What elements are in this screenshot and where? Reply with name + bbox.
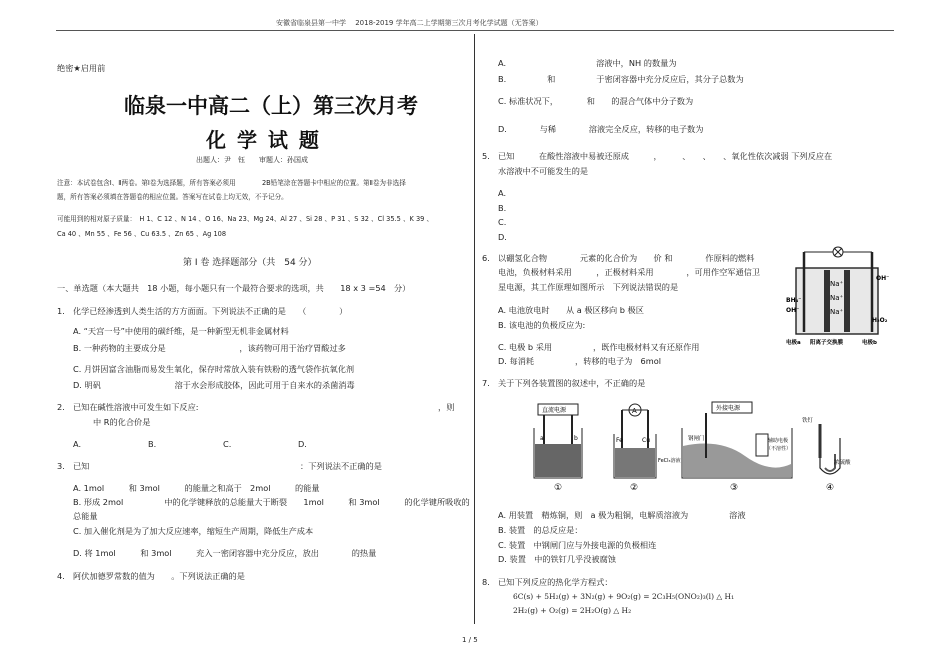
q3-option-c: C. 加入催化剂是为了加大反应速率，缩短生产周期，降低生产成本	[73, 526, 314, 536]
part1-heading: 一、单选题（本大题共 18 小题，每小题只有一个最符合要求的选项，共 18 x 3 =54 分）	[57, 283, 411, 293]
fig7-b: b	[574, 435, 578, 442]
exam-subtitle: 化 学 试 题	[206, 128, 321, 152]
section-title: 第 Ⅰ 卷 选择题部分（共 54 分）	[183, 258, 317, 268]
authors-line: 出题人：尹 钰 审题人：孙国成	[196, 156, 308, 164]
q2-option-a: A.	[73, 439, 82, 449]
q6-option-d: D. 每消耗 ，转移的电子为 6mol	[498, 356, 661, 366]
equation-1: 6C(s) + 5H₂(g) + 3N₂(g) + 9O₂(g) = 2C₃H₅(ONO₂)₃(l) △ H₁	[513, 592, 735, 601]
fig6-na-1: Na⁺	[830, 280, 844, 288]
q2-stem-tail: ，则	[438, 402, 455, 412]
fig7-num-4: ④	[826, 483, 835, 493]
q7-option-a: A. 用装置 精炼铜，则 a 极为粗铜，电解质溶液为 溶液	[498, 510, 746, 520]
column-divider	[474, 34, 475, 624]
fig7-num-2: ②	[630, 483, 639, 493]
fig7-a: a	[540, 435, 544, 442]
q2-option-b: B.	[148, 439, 157, 449]
header-rule	[56, 30, 894, 31]
fig7-num-3: ③	[730, 483, 739, 493]
apparatus-figure	[530, 398, 860, 493]
q5-option-d: D.	[498, 232, 507, 242]
q7-stem: 7. 关于下列各装置图的叙述中，不正确的是	[482, 378, 646, 388]
q6-stem-3: 星电源，其工作原理如图所示 下列说法错误的是	[498, 282, 679, 292]
fig7-nail: 铁钉	[802, 418, 814, 424]
q2-stem-2: 中 R的化合价是	[93, 417, 151, 427]
q8-stem: 8. 已知下列反应的热化学方程式：	[482, 577, 613, 587]
q3-option-d: D. 将 1mol 和 3mol 充入一密闭容器中充分反应，放出 的热量	[73, 548, 377, 558]
q1-option-a: A. “天宫一号”中使用的碳纤维，是一种新型无机非金属材料	[73, 326, 289, 336]
fig7-fe: Fe	[616, 437, 623, 444]
notice-line-2: 题，所有答案必须填在答题卷的相应位置。答案写在试卷上均无效，不予记分。	[57, 193, 288, 201]
secret-label: 绝密★启用前	[57, 63, 106, 73]
q6-stem-1: 6. 以硼氢化合物 元素的化合价为 价 和 作原料的燃料	[482, 253, 755, 263]
q7-option-c: C. 装置 中钢闸门应与外接电源的负极相连	[498, 540, 657, 550]
fig7-acid: 浓硫酸	[834, 460, 851, 466]
fig6-electrode-b: 电极b	[862, 340, 877, 346]
q2-option-c: C.	[223, 439, 232, 449]
fig6-bh4: BH₄⁻	[786, 297, 802, 304]
fig6-na-3: Na⁺	[830, 308, 844, 316]
q4-option-b: B. 和 于密闭容器中充分反应后，其分子总数为	[498, 74, 744, 84]
fig6-h2o2: H₂O₂	[872, 317, 888, 324]
q6-stem-2: 电池，负极材料采用 ，正极材料采用 ，可用作空军通信卫	[498, 267, 761, 277]
atomic-masses-2: Ca 40 、Mn 55 、Fe 56 、Cu 63.5 、Zn 65 、Ag 108	[57, 230, 227, 238]
q5-stem-2: 水溶液中不可能发生的是	[498, 166, 589, 176]
notice-line-1: 注意：本试卷包含Ⅰ、Ⅱ两卷。第Ⅰ卷为选择题，所有答案必须用 2B铅笔涂在答题卡中相应的位置。第Ⅱ卷为非选择	[57, 179, 406, 187]
q7-option-d: D. 装置 中的铁钉几乎没被腐蚀	[498, 554, 616, 564]
fig7-ammeter: A	[632, 407, 637, 415]
fig6-oh-left: OH⁻	[786, 307, 800, 314]
q3-option-a: A. 1mol 和 3mol 的能量之和高于 2mol 的能量	[73, 483, 320, 493]
fig7-aux-2: （不溶性）	[766, 446, 792, 452]
fig7-power-3: 外接电源	[716, 405, 741, 412]
q4-option-a: A. 溶液中，NH 的数量为	[498, 58, 677, 68]
atomic-masses-1: 可能用到的相对原子质量： H 1、C 12 、N 14 、O 16、Na 23、Mg 24、Al 27 、Si 28 、P 31 、S 32 、Cl 35.5 、K 39 、	[57, 215, 434, 223]
fig7-solution: FeCl₃溶液	[658, 458, 681, 464]
fig6-membrane: 阳离子交换膜	[810, 340, 844, 346]
page-header: 安徽省临泉县第一中学 2018-2019 学年高二上学期第三次月考化学试题（无答案）	[276, 19, 543, 27]
fuel-cell-figure	[786, 246, 890, 346]
page-number: 1 / 5	[462, 636, 478, 644]
q6-option-b: B. 该电池的负极反应为:	[498, 320, 586, 330]
q2-stem: 2. 已知在碱性溶液中可发生如下反应:	[57, 402, 199, 412]
q1-stem: 1. 化学已经渗透到人类生活的方方面面。下列说法不正确的是 （ ）	[57, 306, 348, 316]
q4-stem: 4. 阿伏加德罗常数的值为 。下列说法正确的是	[57, 571, 245, 581]
q5-stem-1: 5. 已知 在酸性溶液中易被还原成 ， 、 、 、氧化性依次减弱 下列反应在	[482, 151, 833, 161]
q6-option-a: A. 电池放电时 从 a 极区移向 b 极区	[498, 305, 644, 315]
fig7-cu: Cu	[642, 437, 650, 444]
q4-option-c: C. 标准状况下， 和 的混合气体中分子数为	[498, 96, 694, 106]
q1-option-b: B. 一种药物的主要成分是 ，该药物可用于治疗胃酸过多	[73, 343, 346, 353]
fig7-gate: 钢闸门	[688, 436, 705, 442]
q2-option-d: D.	[298, 439, 307, 449]
q3-option-b-2: 总能量	[73, 511, 98, 521]
q6-option-c: C. 电极 b 采用 ，既作电极材料又有还原作用	[498, 342, 700, 352]
q1-option-c: C. 月饼因富含油脂而易发生氧化，保存时常放入装有铁粉的透气袋作抗氧化剂	[73, 364, 355, 374]
q1-option-d: D. 明矾 溶于水会形成胶体，因此可用于自来水的杀菌消毒	[73, 380, 355, 390]
q3-stem-tail: ：下列说法不正确的是	[300, 461, 382, 471]
q3-option-b-1: B. 形成 2mol 中的化学键释放的总能量大于断裂 1mol 和 3mol 的化学键所吸收的	[73, 497, 470, 507]
fig7-aux: 辅助电极	[768, 438, 789, 444]
q4-option-d: D. 与稀 溶液完全反应，转移的电子数为	[498, 124, 704, 134]
q5-option-a: A.	[498, 188, 507, 198]
fig7-power-1: 直流电源	[542, 407, 567, 414]
exam-title: 临泉一中高二（上）第三次月考	[124, 93, 418, 118]
fig6-na-2: Na⁺	[830, 294, 844, 302]
fig6-oh-right: OH⁻	[876, 275, 890, 282]
q5-option-c: C.	[498, 217, 507, 227]
q7-option-b: B. 装置 的总反应是：	[498, 525, 583, 535]
equation-2: 2H₂(g) + O₂(g) = 2H₂O(g) △ H₂	[513, 606, 632, 615]
q3-stem: 3. 已知	[57, 461, 90, 471]
q5-option-b: B.	[498, 203, 507, 213]
fig6-electrode-a: 电极a	[786, 340, 801, 346]
fig7-num-1: ①	[554, 483, 563, 493]
